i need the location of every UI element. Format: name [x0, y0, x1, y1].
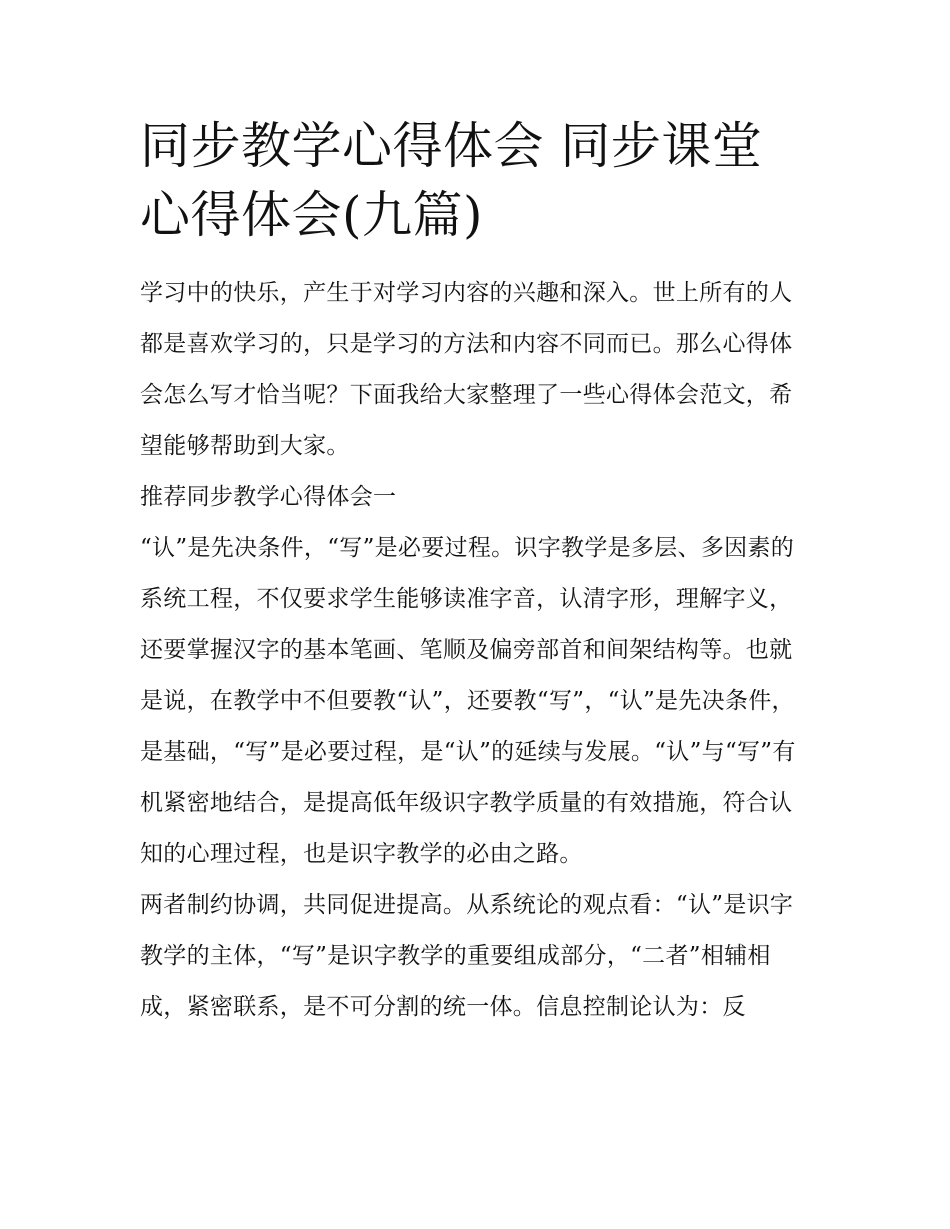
body-paragraph-2: 两者制约协调，共同促进提高。从系统论的观点看：“认”是识字教学的主体，“写”是识字教学的重要组成部分，“二者”相辅相成，紧密联系，是不可分割的统一体。信息控制论认为：反 — [140, 892, 794, 1020]
document-title: 同步教学心得体会 同步课堂心得体会(九篇) — [140, 117, 763, 244]
intro-paragraph: 学习中的快乐，产生于对学习内容的兴趣和深入。世上所有的人都是喜欢学习的，只是学习的方法和内容不同而已。那么心得体会怎么写才恰当呢？下面我给大家整理了一些心得体会范文，希望能够帮助到大家。 — [140, 280, 793, 459]
body-paragraph-1: “认”是先决条件，“写”是必要过程。识字教学是多层、多因素的系统工程，不仅要求学生能够读准字音，认清字形，理解字义，还要掌握汉字的基本笔画、笔顺及偏旁部首和间架结构等。也就是说，在教学中不但要教“认”，还要教“写”，“认”是先决条件，是基础，“写”是必要过程，是“认”的延续与发展。“认”与“写”有机紧密地结合，是提高低年级识字教学质量的有效措施，符合认知的心理过程，也是识字教学的必由之路。 — [140, 535, 796, 867]
document-page — [140, 112, 812, 1033]
section-heading-1: 推荐同步教学心得体会一 — [140, 484, 397, 510]
